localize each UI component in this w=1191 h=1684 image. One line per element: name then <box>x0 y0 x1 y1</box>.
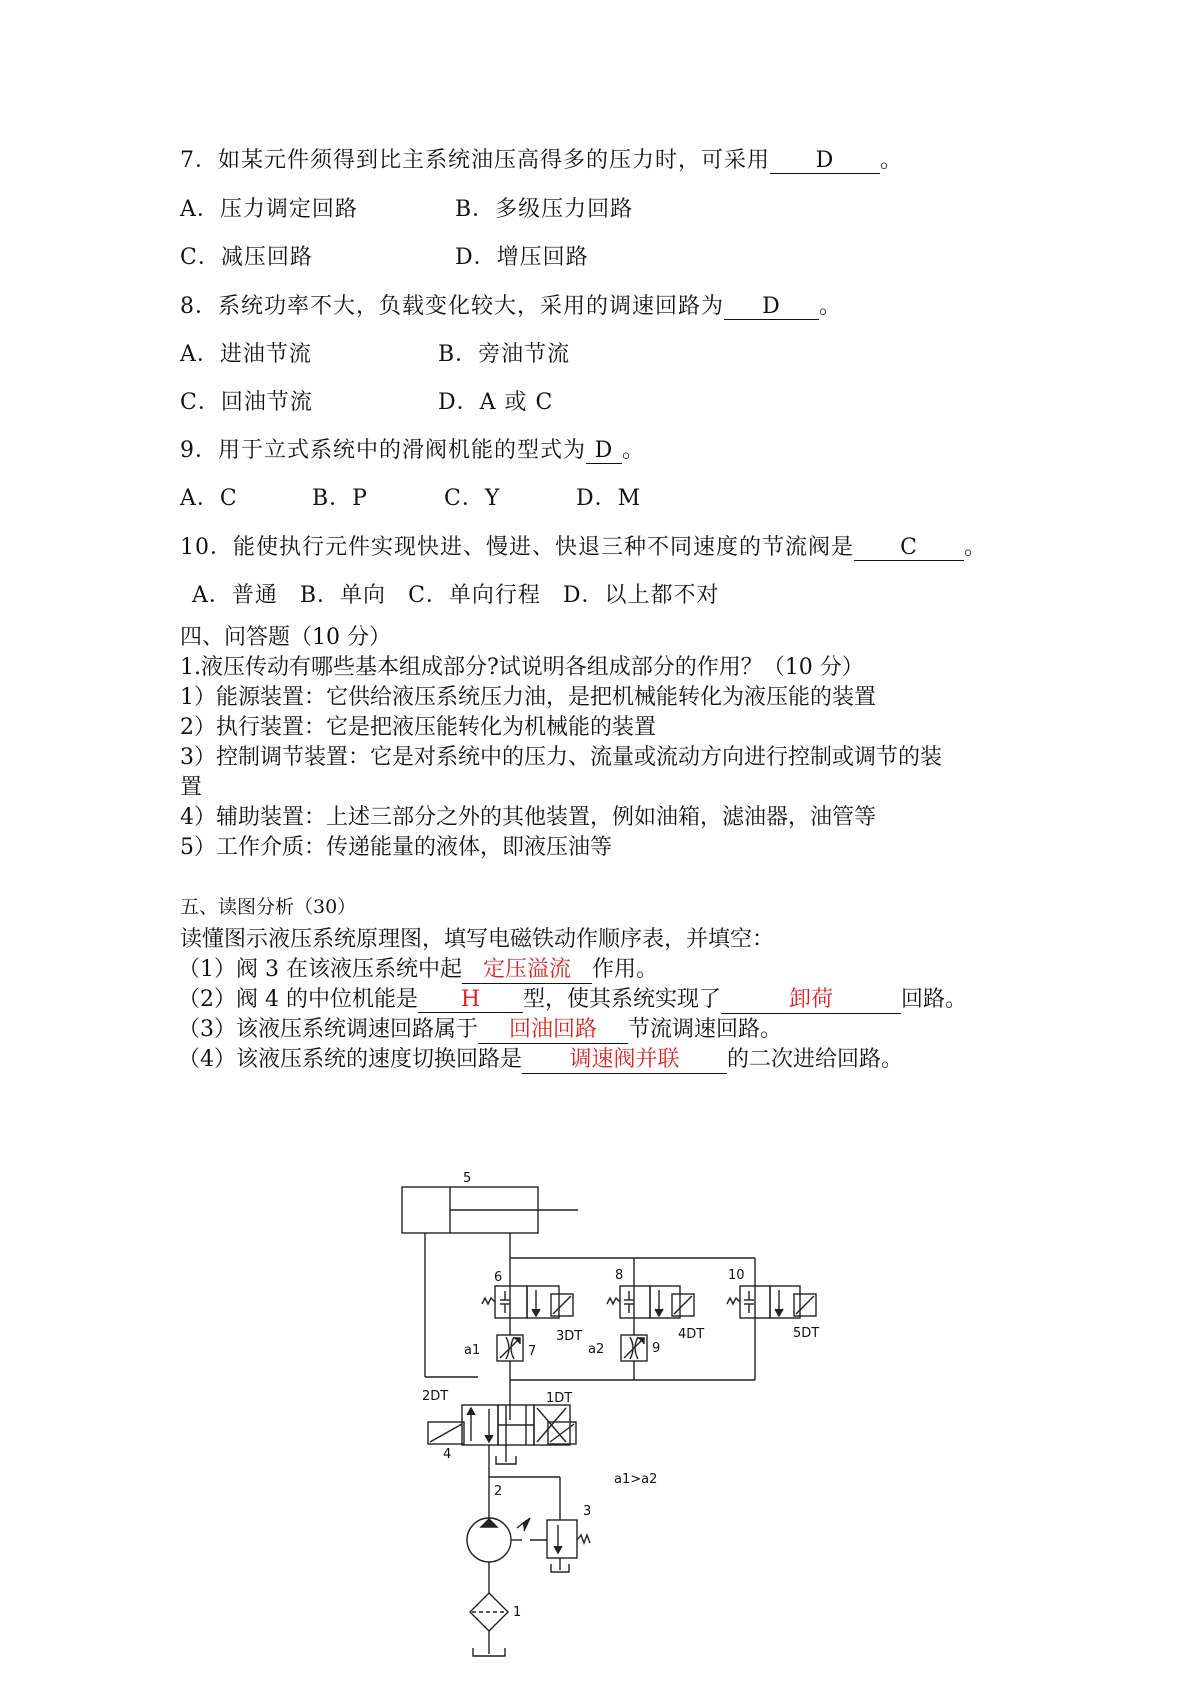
fill-3-text: （3）该液压系统调速回路属于 <box>178 1017 478 1042</box>
q9-answer: D <box>594 438 614 463</box>
q10-answer: C <box>900 535 918 560</box>
section5-title: 五、读图分析（30） <box>180 896 357 918</box>
section4-answer-4: 4）辅助装置：上述三部分之外的其他装置，例如油箱，滤油器，油管等 <box>180 805 876 830</box>
fill-1-text: （1）阀 3 在该液压系统中起 <box>178 957 462 982</box>
label-2dt: 2DT <box>422 1389 449 1404</box>
label-4dt: 4DT <box>678 1327 705 1342</box>
q9-option-c: C．Y <box>444 486 501 511</box>
valve-6 <box>482 1270 582 1344</box>
fill-2-text: （2）阀 4 的中位机能是 <box>178 987 418 1012</box>
fill-4-end: 的二次进给回路。 <box>727 1047 904 1072</box>
label-10: 10 <box>728 1268 745 1283</box>
directional-valve-4 <box>422 1389 576 1462</box>
q8-stem-text: 8．系统功率不大，负载变化较大，采用的调速回路为 <box>180 294 724 319</box>
filter-1 <box>470 1593 521 1631</box>
cylinder-5 <box>402 1171 578 1233</box>
label-a2: a2 <box>588 1342 605 1357</box>
q7-option-c: C．减压回路 <box>180 245 313 270</box>
q7-stem-end: 。 <box>880 148 904 173</box>
section4-question: 1.液压传动有哪些基本组成部分?试说明各组成部分的作用？（10 分） <box>180 655 864 680</box>
q9-option-a: A．C <box>180 486 238 511</box>
fill-4-text: （4）该液压系统的速度切换回路是 <box>178 1047 522 1072</box>
q8-option-d: D．A 或 C <box>438 390 554 415</box>
label-2: 2 <box>494 1484 503 1499</box>
fill-2-answer-2: 卸荷 <box>788 987 833 1012</box>
valve-10 <box>727 1268 819 1341</box>
valve-8 <box>607 1268 704 1342</box>
q7-stem-text: 7．如某元件须得到比主系统油压高得多的压力时，可采用 <box>180 148 770 173</box>
q10-option-a: A．普通 <box>192 583 278 608</box>
q10-option-d: D．以上都不对 <box>562 583 720 608</box>
fill-2-end: 回路。 <box>901 987 968 1012</box>
q7-option-d: D．增压回路 <box>455 245 589 270</box>
q10-option-b: B．单向 <box>299 583 387 608</box>
label-5dt: 5DT <box>793 1326 820 1341</box>
q7-option-a: A．压力调定回路 <box>180 197 358 222</box>
label-area-comparison: a1>a2 <box>614 1472 658 1487</box>
label-9: 9 <box>652 1341 661 1356</box>
label-1: 1 <box>513 1605 522 1620</box>
q7-option-b: B．多级压力回路 <box>455 197 634 222</box>
section4-answer-3: 3）控制调节装置：它是对系统中的压力、流量或流动方向进行控制或调节的装 <box>180 745 942 770</box>
fill-4-answer: 调速阀并联 <box>569 1047 680 1072</box>
q8-answer: D <box>762 294 781 319</box>
q8-option-b: B．旁油节流 <box>438 342 571 367</box>
q8-stem-end: 。 <box>819 294 843 319</box>
section4-answer-5: 5）工作介质：传递能量的液体，即液压油等 <box>180 835 612 860</box>
section4-answer-2: 2）执行装置：它是把液压能转化为机械能的装置 <box>180 715 656 740</box>
section4-title: 四、问答题（10 分） <box>180 625 391 650</box>
fill-1-end: 作用。 <box>591 957 658 982</box>
q9-option-d: D．M <box>576 486 642 511</box>
label-3dt: 3DT <box>556 1329 583 1344</box>
throttle-valve-9 <box>588 1335 660 1361</box>
fill-1-answer: 定压溢流 <box>482 957 571 982</box>
label-5: 5 <box>463 1171 472 1186</box>
q10-option-c: C．单向行程 <box>408 583 541 608</box>
q10-stem-end: 。 <box>964 535 988 560</box>
q7-answer: D <box>815 148 835 173</box>
pump-2 <box>467 1484 530 1562</box>
fill-3-answer: 回油回路 <box>508 1017 597 1042</box>
q9-stem-end: 。 <box>622 438 646 463</box>
q8-option-a: A．进油节流 <box>180 342 312 367</box>
q9-stem-text: 9．用于立式系统中的滑阀机能的型式为 <box>180 438 586 463</box>
section5-intro: 读懂图示液压系统原理图，填写电磁铁动作顺序表，并填空： <box>180 927 775 952</box>
label-4: 4 <box>443 1447 452 1462</box>
section4-answer-3-cont: 置 <box>180 775 203 800</box>
fill-2-mid: 型，使其系统实现了 <box>522 987 721 1012</box>
q10-stem-text: 10．能使执行元件实现快进、慢进、快退三种不同速度的节流阀是 <box>180 535 854 560</box>
q9-option-b: B．P <box>312 486 368 511</box>
section4-answer-1: 1）能源装置：它供给液压系统压力油，是把机械能转化为液压能的装置 <box>180 685 876 710</box>
label-a1: a1 <box>464 1343 481 1358</box>
label-3: 3 <box>583 1504 592 1519</box>
fill-3-end: 节流调速回路。 <box>628 1017 783 1042</box>
fill-2-answer-1: H <box>460 987 481 1012</box>
throttle-valve-7 <box>464 1335 536 1361</box>
label-6: 6 <box>494 1270 503 1285</box>
label-8: 8 <box>615 1268 624 1283</box>
label-7: 7 <box>528 1344 537 1359</box>
label-1dt: 1DT <box>546 1391 573 1406</box>
q8-option-c: C．回油节流 <box>180 390 313 415</box>
